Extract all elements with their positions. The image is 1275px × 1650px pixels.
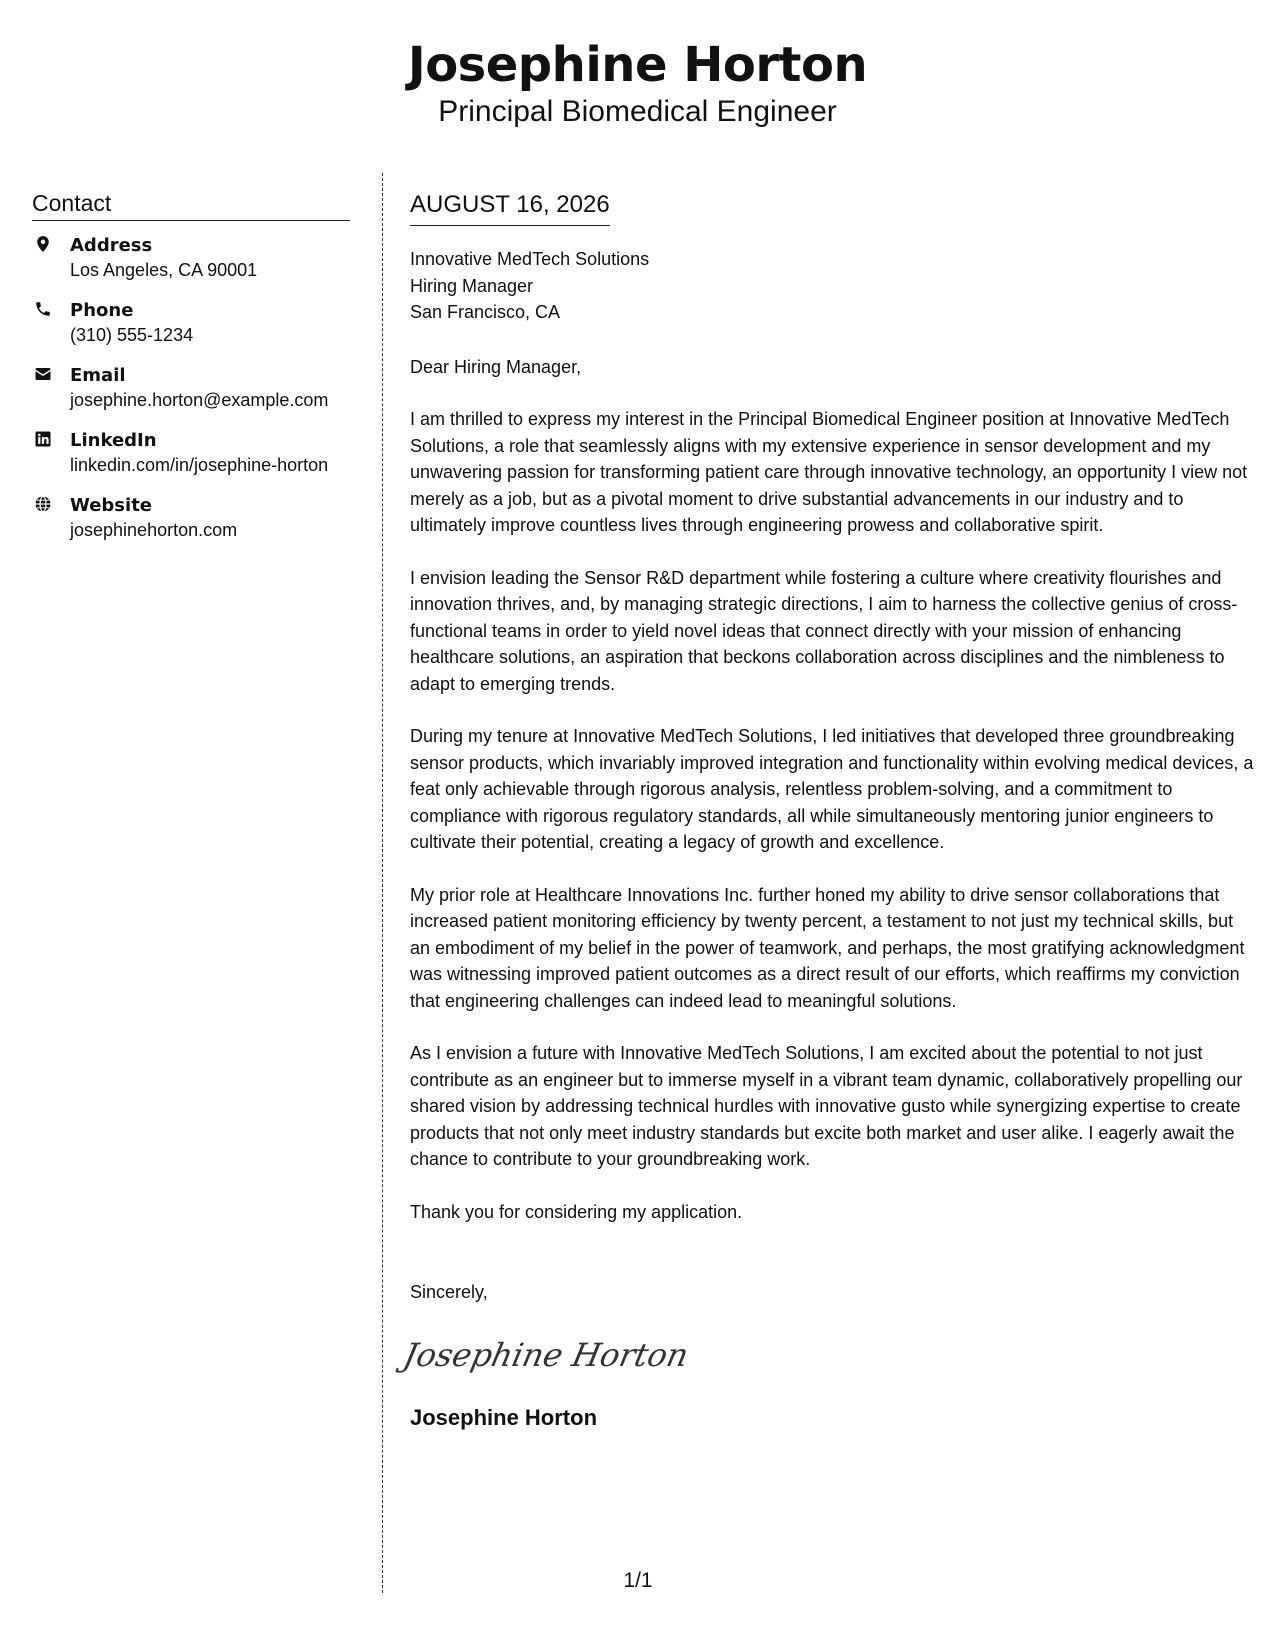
contact-item-linkedin bbox=[32, 428, 350, 478]
salutation: Dear Hiring Manager, bbox=[410, 356, 582, 377]
contact-label: Address bbox=[70, 235, 153, 256]
contact-item-phone bbox=[32, 298, 350, 348]
contact-heading: Contact bbox=[32, 188, 350, 221]
applicant-title: Principal Biomedical Engineer bbox=[438, 95, 837, 128]
contact-item-website bbox=[32, 493, 350, 543]
recipient-location: San Francisco, CA bbox=[410, 302, 561, 322]
envelope-icon bbox=[34, 365, 52, 383]
closing-line: Sincerely, bbox=[410, 1282, 488, 1302]
contact-label: Phone bbox=[70, 300, 134, 321]
handwritten-signature bbox=[400, 1328, 692, 1380]
recipient-block bbox=[410, 246, 1255, 326]
contact-sidebar bbox=[32, 188, 350, 558]
website-value[interactable]: josephinehorton.com bbox=[70, 520, 238, 540]
phone-icon bbox=[34, 300, 52, 318]
globe-icon bbox=[34, 495, 52, 513]
contact-label: LinkedIn bbox=[70, 430, 157, 451]
contact-label: Website bbox=[70, 495, 153, 516]
address-value: Los Angeles, CA 90001 bbox=[70, 260, 258, 280]
letter-date: AUGUST 16, 2026 bbox=[410, 190, 610, 226]
linkedin-value[interactable]: linkedin.com/in/josephine-horton bbox=[70, 455, 329, 475]
contact-item-email bbox=[32, 363, 350, 413]
email-value[interactable]: josephine.horton@example.com bbox=[70, 390, 329, 410]
body-paragraph: As I envision a future with Innovative MedTech Solutions, I am excited about the potential to not just contribute as an engineer but to immerse myself in a vibrant team dynamic, collaboratively propelling our shared vision by addressing technical hurdles with innovative gusto while synergizing expertise to create products that not only meet industry standards but excite both market and user alike. I eagerly await the chance to contribute to your groundbreaking work. bbox=[410, 1043, 1243, 1169]
letter-header bbox=[0, 36, 1275, 130]
svg-text:Josephine Horton: Josephine Horton bbox=[400, 1335, 692, 1374]
page-number: 1/1 bbox=[623, 1569, 653, 1592]
recipient-company: Innovative MedTech Solutions bbox=[410, 249, 650, 269]
body-paragraph: I envision leading the Sensor R&D department while fostering a culture where creativity flourishes and innovation thrives, and, by managing strategic directions, I aim to harness the collective genius of cross-functional teams in order to yield novel ideas that connect directly with your mission of enhancing healthcare solutions, an aspiration that beckons collaboration across disciplines and the nimbleness to adapt to emerging trends. bbox=[410, 567, 1238, 694]
letter-body bbox=[400, 190, 1255, 1432]
signed-name: Josephine Horton bbox=[410, 1404, 598, 1430]
location-pin-icon bbox=[34, 235, 52, 253]
thanks-line: Thank you for considering my application. bbox=[410, 1201, 743, 1222]
column-divider bbox=[382, 173, 383, 1593]
recipient-role: Hiring Manager bbox=[410, 275, 534, 296]
body-paragraph: I am thrilled to express my interest in the Principal Biomedical Engineer position at Innovative MedTech Solutions, a role that seamlessly aligns with my extensive experience in sensor development and my unwavering passion for transforming patient care through innovative technology, an opportunity I view not merely as a job, but as a pivotal moment to drive substantial advancements in our industry and to ultimately improve countless lives through engineering prowess and collaborative spirit. bbox=[410, 409, 1248, 535]
applicant-name: Josephine Horton bbox=[407, 37, 868, 93]
phone-value: (310) 555-1234 bbox=[70, 325, 194, 345]
contact-label: Email bbox=[70, 365, 126, 386]
body-paragraph: My prior role at Healthcare Innovations Inc. further honed my ability to drive sensor collaborations that increased patient monitoring efficiency by twenty percent, a testament to not just my technical skills, but an embodiment of my belief in the power of teamwork, and perhaps, the most gratifying acknowledgment was witnessing improved patient outcomes as a direct result of our efforts, which reaffirms my conviction that engineering challenges can indeed lead to meaningful solutions. bbox=[410, 884, 1245, 1011]
contact-item-address bbox=[32, 233, 350, 283]
body-paragraph: During my tenure at Innovative MedTech Solutions, I led initiatives that developed three groundbreaking sensor products, which invariably improved integration and functionality within evolving medical devices, a feat only achievable through rigorous analysis, relentless problem-solving, and a commitment to compliance with rigorous regulatory standards, all while simultaneously mentoring junior engineers to cultivate their potential, creating a legacy of growth and excellence. bbox=[410, 726, 1254, 852]
linkedin-icon bbox=[34, 430, 52, 448]
